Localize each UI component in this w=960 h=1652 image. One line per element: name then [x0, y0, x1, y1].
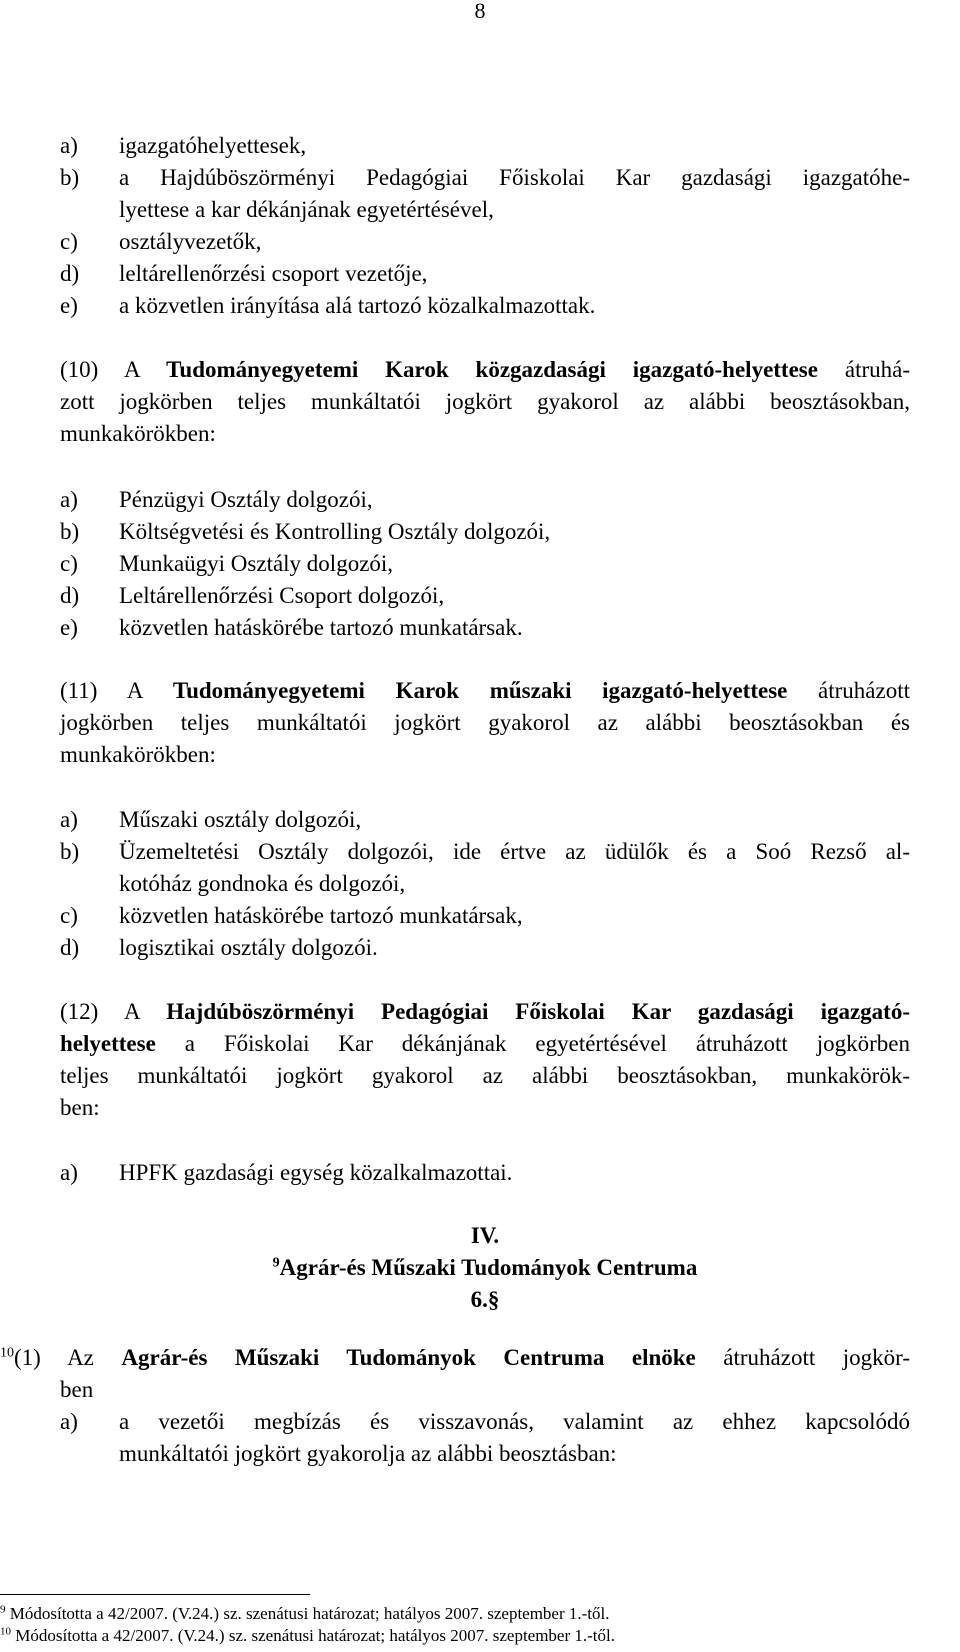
- item-text: osztályvezetők,: [119, 229, 262, 254]
- list-item: [60, 258, 910, 290]
- section-title: [60, 1252, 910, 1284]
- list-item: [60, 804, 910, 836]
- item-label: b): [60, 839, 80, 864]
- paragraph-12: [60, 996, 910, 1124]
- item-text-line: lyettese a kar dékánjának egyetértésével,: [119, 197, 494, 222]
- section-heading: [60, 1220, 910, 1316]
- item-label: e): [60, 293, 78, 318]
- footnote-number: 9: [0, 1603, 6, 1616]
- item-label: a): [60, 807, 78, 832]
- paragraph-line: teljes munkáltatói jogkört gyakorol az alábbi beosztásokban, munkakörök-: [60, 1063, 910, 1088]
- list-item: [60, 580, 910, 612]
- item-text: [119, 162, 910, 226]
- bold-subject: Tudományegyetemi Karok műszaki igazgató-helyettese: [172, 678, 788, 703]
- bold-subject: Hajdúböszörményi Pedagógiai Főiskolai Kar gazdasági igazgató-: [166, 999, 911, 1024]
- item-text: Költségvetési és Kontrolling Osztály dolgozói,: [119, 519, 551, 544]
- item-label: c): [60, 229, 78, 254]
- item-label: c): [60, 551, 78, 576]
- item-text-line: munkáltatói jogkört gyakorolja az alábbi beosztásban:: [119, 1441, 617, 1466]
- list-1: [60, 130, 910, 322]
- bold-subject: helyettese: [60, 1031, 156, 1056]
- paragraph-number: (10) A: [60, 357, 167, 382]
- item-label: a): [60, 1409, 78, 1434]
- text-fragment: átruhá-: [817, 357, 910, 382]
- paragraph-line: ben:: [60, 1095, 100, 1120]
- paragraph-line: [60, 675, 910, 707]
- item-text: Munkaügyi Osztály dolgozói,: [119, 551, 394, 576]
- item-text: a közvetlen irányítása alá tartozó közalkalmazottak.: [119, 293, 596, 318]
- item-text: Műszaki osztály dolgozói,: [119, 807, 362, 832]
- paragraph-line: [60, 1028, 910, 1060]
- section-roman: IV.: [470, 1223, 500, 1248]
- list-10: [60, 484, 910, 644]
- item-label: a): [60, 487, 78, 512]
- footnote-number: 10: [0, 1625, 11, 1638]
- item-label: d): [60, 261, 80, 286]
- list-item: [60, 932, 910, 964]
- paragraph-6-1: [0, 1342, 910, 1470]
- item-label: a): [60, 133, 78, 158]
- text-fragment: átruházott: [787, 678, 910, 703]
- paragraph-number: (1) Az: [14, 1345, 122, 1370]
- list-item: [60, 900, 910, 932]
- item-text-line: Üzemeltetési Osztály dolgozói, ide értve az üdülők és a Soó Rezső al-: [119, 839, 910, 864]
- item-text: Pénzügyi Osztály dolgozói,: [119, 487, 373, 512]
- paragraph-line: zott jogkörben teljes munkáltatói jogkört gyakorol az alábbi beosztásokban,: [60, 389, 910, 414]
- item-label: d): [60, 583, 80, 608]
- item-text-line: a vezetői megbízás és visszavonás, valamint az ehhez kapcsolódó: [119, 1409, 910, 1434]
- list-item: [60, 290, 910, 322]
- footnote-divider: [0, 1594, 310, 1595]
- list-11: [60, 804, 910, 964]
- item-text: logisztikai osztály dolgozói.: [119, 935, 378, 960]
- list-item: [60, 130, 910, 162]
- item-text: közvetlen hatáskörébe tartozó munkatársak.: [119, 615, 523, 640]
- footnote: [0, 1626, 615, 1646]
- bold-subject: Agrár-és Műszaki Tudományok Centruma elnöke: [121, 1345, 696, 1370]
- list-item: [60, 484, 910, 516]
- item-text: közvetlen hatáskörébe tartozó munkatársak,: [119, 903, 523, 928]
- paragraph-number: (11) A: [60, 678, 173, 703]
- list-item: [60, 1157, 910, 1189]
- item-label: b): [60, 519, 80, 544]
- item-text: leltárellenőrzési csoport vezetője,: [119, 261, 428, 286]
- item-label: e): [60, 615, 78, 640]
- footnote: [0, 1604, 610, 1624]
- text-fragment: a Főiskolai Kar dékánjának egyetértésével átruházott jogkörben: [155, 1031, 910, 1056]
- item-text: Leltárellenőrzési Csoport dolgozói,: [119, 583, 445, 608]
- section-paragraph-number: 6.§: [470, 1287, 500, 1312]
- paragraph-line: munkakörökben:: [60, 421, 216, 446]
- footnote-ref: 9: [272, 1255, 280, 1271]
- list-item: [60, 516, 910, 548]
- paragraph-line: [60, 996, 910, 1028]
- item-text: HPFK gazdasági egység közalkalmazottai.: [119, 1160, 513, 1185]
- list-item: [60, 548, 910, 580]
- paragraph-line: [0, 1342, 910, 1374]
- list-item: [60, 612, 910, 644]
- item-text: [119, 1406, 910, 1470]
- item-label: c): [60, 903, 78, 928]
- item-label: b): [60, 165, 80, 190]
- paragraph-line: munkakörökben:: [60, 742, 216, 767]
- list-item: [60, 836, 910, 900]
- item-text-line: a Hajdúböszörményi Pedagógiai Főiskolai Kar gazdasági igazgatóhe-: [119, 165, 910, 190]
- paragraph-line: ben: [60, 1377, 94, 1402]
- text-fragment: átruházott jogkör-: [695, 1345, 910, 1370]
- item-label: a): [60, 1160, 78, 1185]
- item-label: d): [60, 935, 80, 960]
- page-number: 8: [474, 0, 486, 23]
- bold-subject: Tudományegyetemi Karok közgazdasági igazgató-helyettese: [166, 357, 818, 382]
- paragraph-10: [60, 354, 910, 450]
- footnote-ref: 10: [0, 1345, 14, 1361]
- section-title-text: Agrár-és Műszaki Tudományok Centruma: [279, 1255, 698, 1280]
- list-item: [60, 162, 910, 226]
- footnote-text: Módosította a 42/2007. (V.24.) sz. szenátusi határozat; hatályos 2007. szeptember 1.-től.: [11, 1626, 615, 1645]
- footnote-text: Módosította a 42/2007. (V.24.) sz. szenátusi határozat; hatályos 2007. szeptember 1.-től.: [5, 1604, 610, 1623]
- item-text-line: kotóház gondnoka és dolgozói,: [119, 871, 406, 896]
- item-text: igazgatóhelyettesek,: [119, 133, 307, 158]
- list-item: [0, 1406, 910, 1470]
- paragraph-11: [60, 675, 910, 771]
- paragraph-line: jogkörben teljes munkáltatói jogkört gyakorol az alábbi beosztásokban és: [60, 710, 910, 735]
- list-12: [60, 1157, 910, 1189]
- item-text: [119, 836, 910, 900]
- paragraph-line: [60, 354, 910, 386]
- paragraph-number: (12) A: [60, 999, 167, 1024]
- list-item: [60, 226, 910, 258]
